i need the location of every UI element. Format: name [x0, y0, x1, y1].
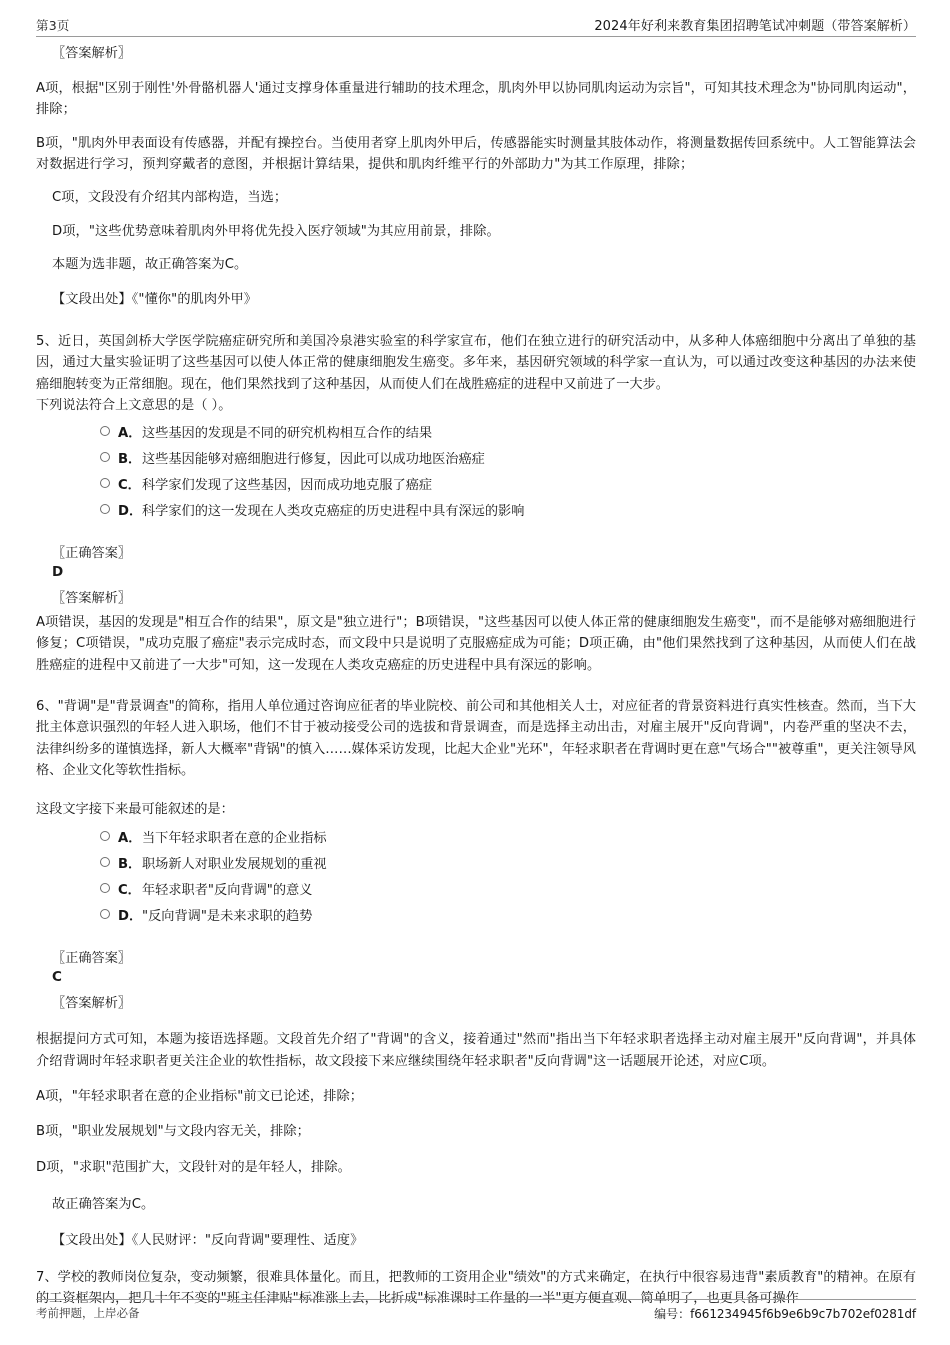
q6-source	[36, 1230, 916, 1251]
q5-option-b-text: 这些基因能够对癌细胞进行修复，因此可以成功地医治癌症	[142, 452, 485, 468]
page-number-label: 第3页	[36, 18, 70, 33]
q5-option-c-text: 科学家们发现了这些基因，因而成功地克服了癌症	[142, 478, 433, 494]
q4-conclusion: 本题为选非题，故正确答案为C。	[52, 257, 248, 273]
q6-option-a-letter: A．	[118, 830, 142, 846]
footer-id-value: f661234945f6b9e6b9c7b702ef0281df	[690, 1307, 916, 1321]
q4-analysis-option-a: A项，根据"区别于刚性'外骨骼机器人'通过支撑身体重量进行辅助的技术理念，肌肉外甲以协同肌肉运动为宗旨"，可知其技术理念为"协同肌肉运动"，排除；	[36, 80, 916, 118]
q6-analysis-option-a: A项，"年轻求职者在意的企业指标"前文已论述，排除；	[36, 1089, 364, 1105]
q5-option-d-text: 科学家们的这一发现在人类攻克癌症的历史进程中具有深远的影响	[142, 504, 525, 520]
q4-analysis-option-c: C项，文段没有介绍其内部构造，当选；	[52, 190, 288, 206]
document-title: 2024年好利来教育集团招聘笔试冲刺题（带答案解析）	[594, 19, 916, 34]
q4-analysis-label: 〖答案解析〗	[52, 46, 132, 61]
footer-document-id	[654, 1305, 916, 1322]
q5-prompt: 下列说法符合上文意思的是（ ）。	[36, 397, 232, 413]
q6-options	[36, 827, 916, 931]
q6-option-c[interactable]	[100, 879, 916, 905]
page-footer	[36, 1299, 916, 1331]
q4-analysis-option-b: B项，"肌肉外甲表面设有传感器，并配有操控台。当使用者穿上肌肉外甲后，传感器能实时测量其肢体动作，将测量数据传回系统中。人工智能算法会对数据进行学习，预判穿戴者的意图，并根据计算结果，提供和肌肉纤维平行的外部助力"为其工作原理，排除；	[36, 135, 916, 172]
q4-source-text: 《"懂你"的肌肉外甲》	[131, 292, 258, 308]
radio-icon[interactable]	[100, 883, 110, 893]
q4-source-label: 【文段出处】	[52, 292, 132, 308]
footer-id-label: 编号：	[654, 1307, 691, 1321]
q5-option-a-text: 这些基因的发现是不同的研究机构相互合作的结果	[142, 426, 433, 442]
q4-analysis-option-d: D项，"这些优势意味着肌肉外甲将优先投入医疗领域"为其应用前景，排除。	[52, 223, 500, 239]
q6-analysis-option-b: B项，"职业发展规划"与文段内容无关，排除；	[36, 1124, 310, 1140]
q5-option-c-letter: C．	[118, 478, 141, 494]
q5-option-b[interactable]	[100, 448, 916, 474]
q5-option-a-letter: A．	[118, 426, 142, 442]
q6-option-c-text: 年轻求职者"反向背调"的意义	[142, 882, 313, 898]
page-header	[36, 8, 916, 37]
q5-option-d[interactable]	[100, 500, 916, 526]
q4-source	[36, 289, 916, 310]
q6-option-d-letter: D．	[118, 908, 143, 924]
document-body	[36, 44, 916, 1310]
radio-icon[interactable]	[100, 504, 110, 514]
q5-analysis-label: 〖答案解析〗	[52, 591, 132, 606]
q6-option-c-letter: C．	[118, 882, 141, 898]
q6-option-a-text: 当下年轻求职者在意的企业指标	[142, 830, 327, 846]
radio-icon[interactable]	[100, 478, 110, 488]
q6-option-d[interactable]	[100, 905, 916, 931]
q6-option-b[interactable]	[100, 853, 916, 879]
q6-prompt: 这段文字接下来最可能叙述的是：	[36, 802, 234, 818]
q5-correct-answer-value: D	[52, 564, 64, 581]
radio-icon[interactable]	[100, 857, 110, 867]
q5-options	[36, 422, 916, 526]
q6-source-label: 【文段出处】	[52, 1232, 132, 1248]
radio-icon[interactable]	[100, 909, 110, 919]
q7-stem: 7、学校的教师岗位复杂，变动频繁，很难具体量化。而且，把教师的工资用企业"绩效"的方式来确定，在执行中很容易违背"素质教育"的精神。在原有的工资框架内，把几十年不变的"班主任津贴"标准涨上去，比折成"标准课时工作量的一半"更方便直观、简单明了，也更具备可操作	[36, 1269, 916, 1307]
q6-option-d-text: "反向背调"是未来求职的趋势	[142, 908, 313, 924]
q6-stem: 6、"背调"是"背景调查"的简称，指用人单位通过咨询应征者的毕业院校、前公司和其他相关人士，对应征者的背景资料进行真实性核查。然而，当下大批主体意识强烈的年轻人进入职场，他们不甘于被动接受公司的选拔和背景调查，而是选择主动出击，对雇主展开"反向背调"，内卷严重的坚决不去，法律纠纷多的谨慎选择，新人大概率"背锅"的慎入……媒体采访发现，比起大企业"光环"，年轻求职者在背调时更在意"气场合""被尊重"，更关注领导风格、企业文化等软性指标。	[36, 698, 916, 779]
q6-source-text: 《人民财评："反向背调"要理性、适度》	[131, 1232, 364, 1248]
radio-icon[interactable]	[100, 426, 110, 436]
q6-correct-answer-value: C	[52, 968, 62, 985]
footer-slogan: 考前押题，上岸必备	[36, 1306, 140, 1320]
q6-analysis-main: 根据提问方式可知，本题为接语选择题。文段首先介绍了"背调"的含义，接着通过"然而"指出当下年轻求职者选择主动对雇主展开"反向背调"，并具体介绍背调时年轻求职者更关注企业的软性指标，故文段接下来应继续围绕年轻求职者"反向背调"这一话题展开论述，对应C项。	[36, 1032, 916, 1069]
q6-conclusion: 故正确答案为C。	[52, 1197, 155, 1213]
q6-analysis-label: 〖答案解析〗	[52, 995, 132, 1011]
q5-option-a[interactable]	[100, 422, 916, 448]
q5-stem: 5、近日，英国剑桥大学医学院癌症研究所和美国冷泉港实验室的科学家宣布，他们在独立进行的研究活动中，从多种人体癌细胞中分离出了单独的基因，通过大量实验证明了这些基因可以使人体正常的健康细胞发生癌变。多年来，基因研究领域的科学家一直认为，可以通过改变这种基因的办法来使癌细胞转变为正常细胞。现在，他们果然找到了这种基因，从而使人们在战胜癌症的进程中又前进了一大步。	[36, 333, 916, 392]
q6-option-a[interactable]	[100, 827, 916, 853]
q5-option-d-letter: D．	[118, 504, 143, 520]
radio-icon[interactable]	[100, 452, 110, 462]
q5-option-b-letter: B．	[118, 452, 142, 468]
q6-option-b-letter: B．	[118, 856, 142, 872]
q6-option-b-text: 职场新人对职业发展规划的重视	[142, 856, 327, 872]
q5-analysis-text: A项错误，基因的发现是"相互合作的结果"，原文是"独立进行"；B项错误，"这些基因可以使人体正常的健康细胞发生癌变"，而不是能够对癌细胞进行修复；C项错误，"成功克服了癌症"表示完成时态，而文段中只是说明了克服癌症成为可能；D项正确，由"他们果然找到了这种基因，从而使人们在战胜癌症的进程中又前进了一大步"可知，这一发现在人类攻克癌症的历史进程中具有深远的影响。	[36, 614, 916, 673]
q6-analysis-option-d: D项，"求职"范围扩大，文段针对的是年轻人，排除。	[36, 1159, 351, 1175]
q6-correct-answer-label: 〖正确答案〗	[52, 950, 132, 966]
q5-correct-answer-label: 〖正确答案〗	[52, 546, 132, 562]
q5-option-c[interactable]	[100, 474, 916, 500]
radio-icon[interactable]	[100, 831, 110, 841]
